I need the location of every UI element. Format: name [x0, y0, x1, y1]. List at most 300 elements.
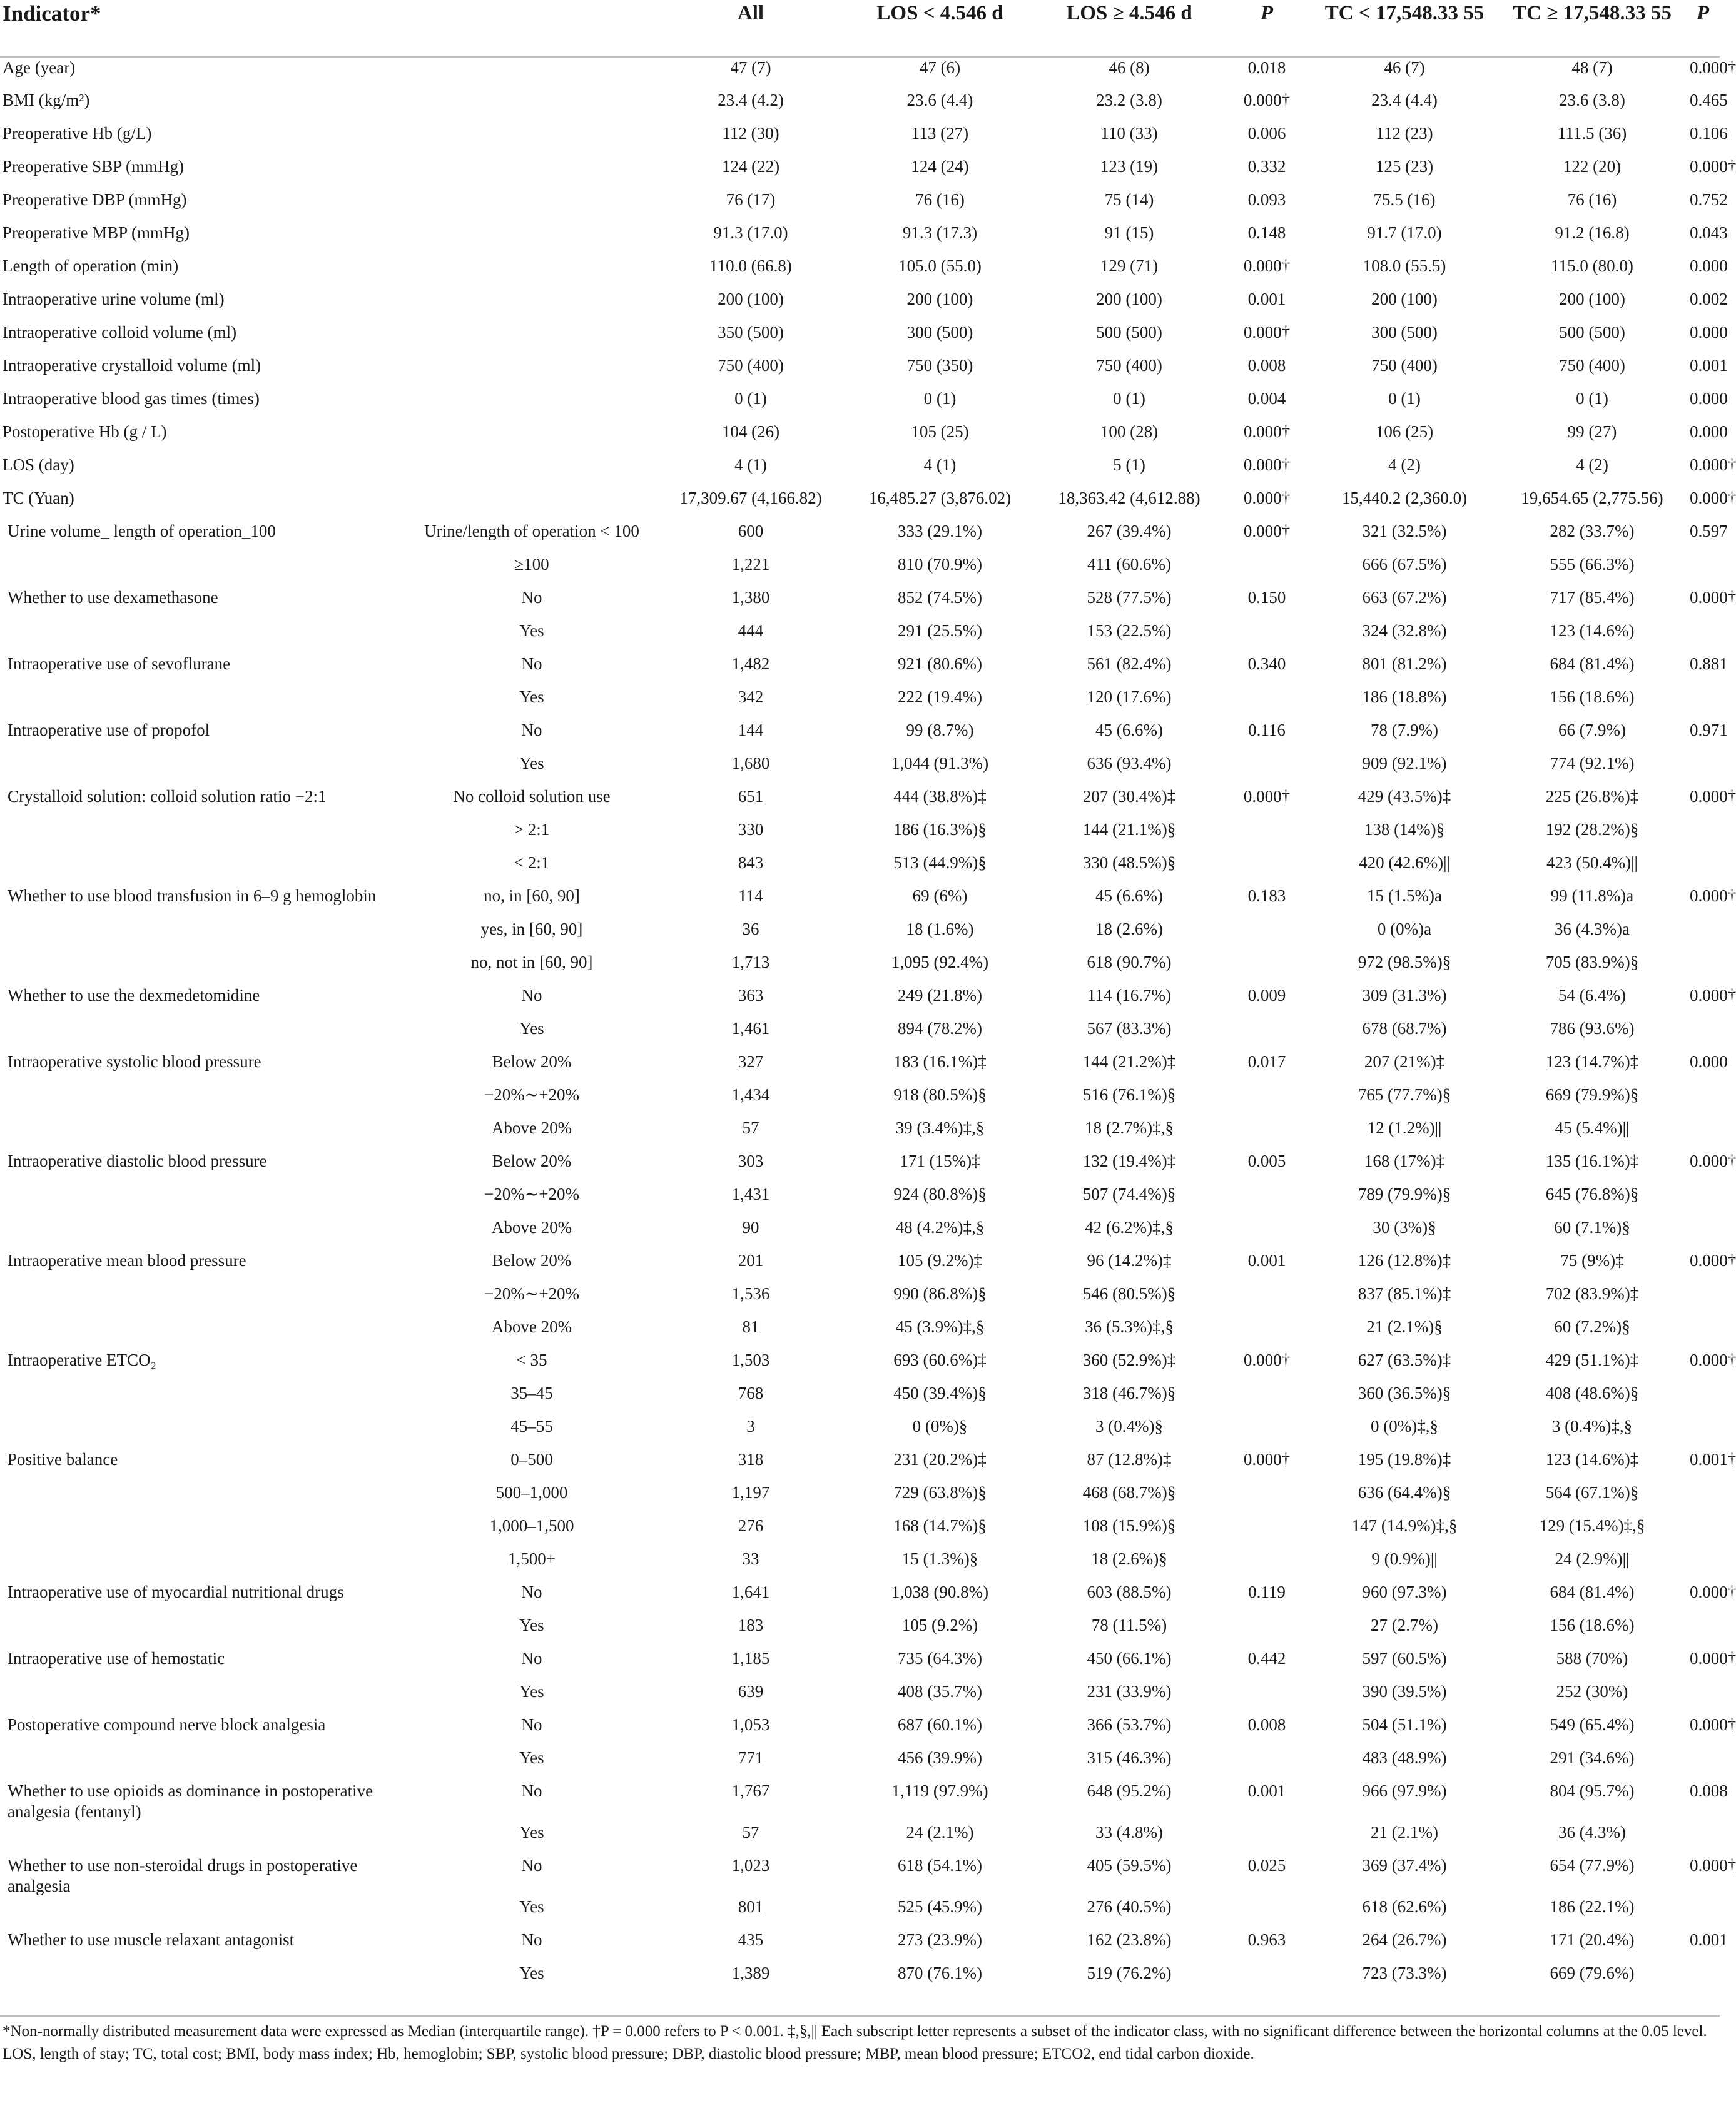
p-tc-cell: 0.000	[1690, 422, 1728, 441]
p-los-cell	[1223, 952, 1311, 985]
p-los-cell	[1223, 1118, 1311, 1151]
tc-lt-cell: 207 (21%)‡	[1364, 1052, 1445, 1071]
tc-lt-cell: 300 (500)	[1371, 323, 1438, 342]
tc-lt-cell: 723 (73.3%)	[1362, 1964, 1447, 1982]
tc-ge-cell: 156 (18.6%)	[1550, 687, 1635, 706]
indicator-cell	[0, 1615, 407, 1648]
los-lt-cell: 47 (6)	[919, 58, 961, 77]
los-lt-cell: 48 (4.2%)‡,§	[895, 1218, 985, 1237]
table-row	[0, 422, 1720, 455]
indicator-cell: Intraoperative ETCO₂	[8, 1350, 157, 1369]
footnote-abbrev-stats: *Non-normally distributed measurement data were expressed as Median (interquartile range). †P = 0.000 refers to P < 0.001. ‡,§,|| Each subscript letter represents a subset of the indicator class, with no significant difference between the horizontal columns at the 0.05 level.	[3, 2023, 1707, 2040]
los-ge-cell: 91 (15)	[1104, 223, 1154, 242]
los-lt-cell: 18 (1.6%)	[906, 920, 974, 938]
p-los-cell: 0.008	[1247, 356, 1286, 375]
level-cell: 1,000–1,500	[489, 1516, 574, 1535]
p-tc-cell: 0.000†	[1690, 58, 1736, 77]
p-los-cell: 0.000†	[1243, 455, 1291, 474]
p-tc-cell	[1686, 1317, 1720, 1350]
level-cell	[407, 322, 657, 355]
tc-ge-cell: 75 (9%)‡	[1560, 1251, 1624, 1270]
level-cell: yes, in [60, 90]	[480, 920, 583, 938]
all-cell: 144	[738, 721, 764, 739]
table-footnotes	[3, 2015, 1710, 2064]
table-row	[0, 190, 1720, 223]
p-tc-cell: 0.000†	[1690, 157, 1736, 176]
all-cell: 1,680	[731, 754, 770, 773]
all-cell: 36	[742, 920, 759, 938]
p-los-cell	[1223, 1482, 1311, 1516]
level-cell: No	[521, 986, 542, 1005]
tc-ge-cell: 423 (50.4%)||	[1546, 853, 1638, 872]
indicator-cell	[0, 1549, 407, 1582]
p-los-cell: 0.004	[1247, 389, 1286, 408]
table-row	[0, 621, 1720, 654]
p-tc-cell: 0.008	[1690, 1781, 1728, 1800]
los-lt-cell: 1,095 (92.4%)	[891, 953, 989, 971]
level-cell: Above 20%	[491, 1317, 572, 1336]
p-los-cell: 0.008	[1247, 1715, 1286, 1734]
los-lt-cell: 693 (60.6%)‡	[893, 1350, 987, 1369]
los-lt-cell: 15 (1.3%)§	[901, 1549, 978, 1568]
indicator-cell: Intraoperative diastolic blood pressure	[8, 1152, 267, 1170]
los-ge-cell: 330 (48.5%)§	[1082, 853, 1176, 872]
table-row	[0, 1217, 1720, 1250]
table-row	[0, 488, 1720, 521]
table-row	[0, 156, 1720, 190]
all-cell: 23.4 (4.2)	[718, 91, 784, 109]
table-row	[0, 1822, 1720, 1855]
p-los-cell: 0.017	[1247, 1052, 1286, 1071]
los-ge-cell: 231 (33.9%)	[1087, 1682, 1172, 1701]
level-cell	[407, 422, 657, 455]
all-cell: 0 (1)	[734, 389, 767, 408]
los-ge-cell: 207 (30.4%)‡	[1082, 787, 1176, 806]
tc-ge-cell: 135 (16.1%)‡	[1545, 1152, 1639, 1170]
p-tc-cell: 0.000	[1690, 323, 1728, 342]
indicator-cell: Whether to use muscle relaxant antagonist	[8, 1930, 295, 1949]
table-row	[0, 1930, 1720, 1963]
indicator-cell: Whether to use non-steroidal drugs in postoperative analgesia	[8, 1856, 358, 1895]
los-ge-cell: 315 (46.3%)	[1087, 1748, 1172, 1767]
all-cell: 444	[738, 621, 764, 640]
all-cell: 81	[742, 1317, 759, 1336]
los-lt-cell: 300 (500)	[906, 323, 973, 342]
p-los-cell: 0.000†	[1243, 422, 1291, 441]
tc-ge-cell: 705 (83.9%)§	[1545, 953, 1639, 971]
all-cell: 110.0 (66.8)	[709, 256, 792, 275]
p-tc-cell	[1686, 952, 1720, 985]
level-cell: Yes	[519, 621, 544, 640]
indicator-cell	[0, 687, 407, 720]
p-tc-cell	[1686, 1681, 1720, 1715]
tc-ge-cell: 282 (33.7%)	[1550, 522, 1635, 540]
level-cell: Yes	[519, 1964, 544, 1982]
tc-ge-cell: 76 (16)	[1567, 190, 1617, 209]
table-row	[0, 687, 1720, 720]
tc-lt-cell: 909 (92.1%)	[1362, 754, 1447, 773]
tc-lt-cell: 264 (26.7%)	[1362, 1930, 1447, 1949]
table-row	[0, 720, 1720, 753]
p-tc-cell: 0.000†	[1690, 1649, 1736, 1668]
tc-ge-cell: 123 (14.6%)‡	[1545, 1450, 1639, 1469]
los-lt-cell: 852 (74.5%)	[898, 588, 982, 607]
p-los-cell: 0.001	[1247, 1781, 1286, 1800]
los-lt-cell: 291 (25.5%)	[898, 621, 982, 640]
p-tc-cell	[1686, 1085, 1720, 1118]
level-cell	[407, 57, 657, 90]
table-row	[0, 57, 1720, 90]
p-los-cell: 0.009	[1247, 986, 1286, 1005]
los-lt-cell: 105 (9.2%)	[901, 1616, 978, 1634]
indicator-cell: Postoperative Hb (g / L)	[3, 422, 167, 441]
tc-ge-cell: 429 (51.1%)‡	[1545, 1350, 1639, 1369]
indicator-cell: Intraoperative use of propofol	[8, 721, 210, 739]
p-los-cell	[1223, 1416, 1311, 1449]
p-los-cell: 0.000†	[1243, 256, 1291, 275]
all-cell: 57	[742, 1823, 759, 1842]
table-row	[0, 123, 1720, 156]
level-cell: Yes	[519, 1823, 544, 1842]
level-cell: Yes	[519, 1019, 544, 1038]
all-cell: 33	[742, 1549, 759, 1568]
all-cell: 1,185	[731, 1649, 770, 1668]
p-tc-cell: 0.000†	[1690, 1152, 1736, 1170]
los-ge-cell: 110 (33)	[1100, 124, 1158, 143]
indicator-cell: TC (Yuan)	[3, 489, 74, 507]
p-los-cell: 0.183	[1247, 886, 1286, 905]
level-cell: −20%∼+20%	[484, 1085, 580, 1104]
all-cell: 1,461	[731, 1019, 770, 1038]
table-row	[0, 1748, 1720, 1781]
los-ge-cell: 648 (95.2%)	[1087, 1781, 1172, 1800]
table-row	[0, 455, 1720, 488]
tc-ge-cell: 500 (500)	[1559, 323, 1625, 342]
tc-ge-cell: 645 (76.8%)§	[1545, 1185, 1639, 1204]
los-ge-cell: 450 (66.1%)	[1087, 1649, 1172, 1668]
table-row	[0, 587, 1720, 621]
tc-lt-cell: 0 (0%)‡,§	[1371, 1417, 1438, 1436]
level-cell	[407, 388, 657, 422]
los-lt-cell: 408 (35.7%)	[898, 1682, 982, 1701]
all-cell: 1,767	[731, 1781, 770, 1800]
indicator-cell	[0, 952, 407, 985]
tc-lt-cell: 138 (14%)§	[1364, 820, 1445, 839]
indicator-cell: Whether to use dexamethasone	[8, 588, 218, 607]
los-lt-cell: 16,485.27 (3,876.02)	[868, 489, 1012, 507]
indicator-cell: Intraoperative colloid volume (ml)	[3, 323, 237, 342]
los-lt-cell: 249 (21.8%)	[898, 986, 982, 1005]
los-lt-cell: 450 (39.4%)§	[893, 1384, 987, 1402]
tc-ge-cell: 669 (79.6%)	[1550, 1964, 1635, 1982]
tc-ge-cell: 111.5 (36)	[1557, 124, 1627, 143]
p-los-cell	[1223, 753, 1311, 786]
tc-ge-cell: 36 (4.3%)	[1558, 1823, 1626, 1842]
p-tc-cell: 0.000†	[1690, 886, 1736, 905]
indicator-cell: Whether to use blood transfusion in 6–9 g hemoglobin	[8, 886, 377, 905]
table-row	[0, 521, 1720, 554]
table-row	[0, 1018, 1720, 1052]
tc-lt-cell: 27 (2.7%)	[1371, 1616, 1438, 1634]
all-cell: 1,053	[731, 1715, 770, 1734]
table-row	[0, 1350, 1720, 1383]
tc-ge-cell: 54 (6.4%)	[1558, 986, 1626, 1005]
tc-lt-cell: 23.4 (4.4)	[1371, 91, 1438, 109]
level-cell: no, not in [60, 90]	[470, 953, 593, 971]
all-cell: 363	[738, 986, 764, 1005]
los-ge-cell: 23.2 (3.8)	[1096, 91, 1162, 109]
los-lt-cell: 39 (3.4%)‡,§	[895, 1118, 985, 1137]
level-cell: Yes	[519, 1897, 544, 1916]
p-tc-cell: 0.000†	[1690, 588, 1736, 607]
indicator-cell	[0, 1681, 407, 1715]
p-tc-cell: 0.597	[1690, 522, 1728, 540]
p-los-cell	[1223, 1317, 1311, 1350]
los-ge-cell: 468 (68.7%)§	[1082, 1483, 1176, 1502]
p-tc-cell	[1686, 1018, 1720, 1052]
los-ge-cell: 528 (77.5%)	[1087, 588, 1172, 607]
los-ge-cell: 75 (14)	[1104, 190, 1154, 209]
p-tc-cell: 0.000	[1690, 256, 1728, 275]
tc-lt-cell: 597 (60.5%)	[1362, 1649, 1447, 1668]
p-tc-cell	[1686, 1217, 1720, 1250]
level-cell	[407, 289, 657, 322]
p-tc-cell	[1686, 554, 1720, 587]
all-cell: 639	[738, 1682, 764, 1701]
indicator-cell	[0, 1516, 407, 1549]
los-ge-cell: 114 (16.7%)	[1087, 986, 1171, 1005]
los-lt-cell: 513 (44.9%)§	[893, 853, 987, 872]
p-los-cell: 0.119	[1248, 1583, 1286, 1601]
tc-lt-cell: 369 (37.4%)	[1362, 1856, 1447, 1875]
los-ge-cell: 78 (11.5%)	[1091, 1616, 1167, 1634]
tc-ge-cell: 555 (66.3%)	[1550, 555, 1635, 574]
table-row	[0, 1963, 1720, 1996]
indicator-cell: Preoperative MBP (mmHg)	[3, 223, 190, 242]
tc-ge-cell: 60 (7.1%)§	[1554, 1218, 1630, 1237]
p-tc-cell	[1686, 853, 1720, 886]
table-row	[0, 1151, 1720, 1184]
tc-ge-cell: 774 (92.1%)	[1550, 754, 1635, 773]
tc-lt-cell: 21 (2.1%)§	[1366, 1317, 1443, 1336]
tc-ge-cell: 564 (67.1%)§	[1545, 1483, 1639, 1502]
all-cell: 76 (17)	[726, 190, 776, 209]
header-all: All	[657, 0, 845, 57]
all-cell: 327	[738, 1052, 764, 1071]
table-row	[0, 952, 1720, 985]
all-cell: 1,023	[731, 1856, 770, 1875]
level-cell: No	[521, 1930, 542, 1949]
p-tc-cell: 0.000†	[1690, 455, 1736, 474]
table-row	[0, 985, 1720, 1018]
all-cell: 1,197	[731, 1483, 770, 1502]
all-cell: 276	[738, 1516, 764, 1535]
los-ge-cell: 366 (53.7%)	[1087, 1715, 1172, 1734]
tc-lt-cell: 21 (2.1%)	[1371, 1823, 1438, 1842]
los-lt-cell: 69 (6%)	[912, 886, 968, 905]
los-lt-cell: 924 (80.8%)§	[893, 1185, 987, 1204]
tc-ge-cell: 717 (85.4%)	[1550, 588, 1635, 607]
p-los-cell: 0.018	[1247, 58, 1286, 77]
los-ge-cell: 405 (59.5%)	[1087, 1856, 1172, 1875]
all-cell: 183	[738, 1616, 764, 1634]
los-ge-cell: 750 (400)	[1096, 356, 1162, 375]
all-cell: 750 (400)	[718, 356, 784, 375]
los-ge-cell: 100 (28)	[1100, 422, 1159, 441]
level-cell: Yes	[519, 1682, 544, 1701]
los-ge-cell: 618 (90.7%)	[1087, 953, 1172, 971]
los-lt-cell: 990 (86.8%)§	[893, 1284, 987, 1303]
los-lt-cell: 921 (80.6%)	[898, 654, 982, 673]
level-cell: 500–1,000	[495, 1483, 568, 1502]
level-cell: 45–55	[510, 1417, 553, 1436]
los-ge-cell: 411 (60.6%)	[1087, 555, 1171, 574]
los-lt-cell: 105 (9.2%)‡	[898, 1251, 982, 1270]
all-cell: 651	[738, 787, 764, 806]
p-los-cell: 0.000†	[1243, 787, 1291, 806]
tc-ge-cell: 45 (5.4%)||	[1555, 1118, 1630, 1137]
tc-ge-cell: 123 (14.7%)‡	[1545, 1052, 1639, 1071]
tc-ge-cell: 186 (22.1%)	[1550, 1897, 1635, 1916]
tc-lt-cell: 0 (1)	[1388, 389, 1421, 408]
level-cell: Yes	[519, 754, 544, 773]
p-tc-cell	[1686, 1118, 1720, 1151]
indicator-cell	[0, 1018, 407, 1052]
los-ge-cell: 123 (19)	[1100, 157, 1159, 176]
all-cell: 801	[738, 1897, 764, 1916]
table-row	[0, 1648, 1720, 1681]
table-body	[0, 57, 1736, 1996]
los-ge-cell: 507 (74.4%)§	[1082, 1185, 1176, 1204]
los-ge-cell: 36 (5.3%)‡,§	[1085, 1317, 1174, 1336]
p-los-cell	[1223, 554, 1311, 587]
tc-lt-cell: 504 (51.1%)	[1362, 1715, 1447, 1734]
los-lt-cell: 1,119 (97.9%)	[891, 1781, 988, 1800]
p-tc-cell	[1686, 1748, 1720, 1781]
table-row	[0, 322, 1720, 355]
indicator-cell	[0, 1284, 407, 1317]
table-row	[0, 1052, 1720, 1085]
tc-ge-cell: 36 (4.3%)a	[1555, 920, 1630, 938]
table-row	[0, 1416, 1720, 1449]
table-row	[0, 1897, 1720, 1930]
los-lt-cell: 0 (1)	[923, 389, 957, 408]
los-lt-cell: 200 (100)	[906, 290, 973, 308]
tc-ge-cell: 291 (34.6%)	[1550, 1748, 1635, 1767]
indicator-cell	[0, 1963, 407, 1996]
tc-lt-cell: 108.0 (55.5)	[1363, 256, 1446, 275]
level-cell	[407, 123, 657, 156]
p-los-cell	[1223, 853, 1311, 886]
indicator-cell	[0, 819, 407, 853]
indicator-cell	[0, 1118, 407, 1151]
table-row	[0, 1284, 1720, 1317]
indicator-cell	[0, 1482, 407, 1516]
p-tc-cell	[1686, 1963, 1720, 1996]
level-cell: No	[521, 1649, 542, 1668]
p-los-cell	[1223, 819, 1311, 853]
p-tc-cell	[1686, 1516, 1720, 1549]
los-lt-cell: 750 (350)	[906, 356, 973, 375]
indicator-cell: Whether to use opioids as dominance in postoperative analgesia (fentanyl)	[8, 1781, 373, 1821]
indicator-cell: BMI (kg/m²)	[3, 91, 90, 109]
table-row	[0, 1118, 1720, 1151]
p-tc-cell: 0.001†	[1690, 1450, 1736, 1469]
p-tc-cell	[1686, 1549, 1720, 1582]
p-los-cell: 0.442	[1247, 1649, 1286, 1668]
indicator-cell: Whether to use the dexmedetomidine	[8, 986, 260, 1005]
p-los-cell	[1223, 1549, 1311, 1582]
table-row	[0, 1184, 1720, 1217]
tc-lt-cell: 960 (97.3%)	[1362, 1583, 1447, 1601]
tc-ge-cell: 669 (79.9%)§	[1545, 1085, 1639, 1104]
indicator-cell: Preoperative DBP (mmHg)	[3, 190, 187, 209]
all-cell: 91.3 (17.0)	[713, 223, 788, 242]
tc-lt-cell: 972 (98.5%)§	[1358, 953, 1451, 971]
indicator-cell: Intraoperative mean blood pressure	[8, 1251, 246, 1270]
p-tc-cell	[1686, 819, 1720, 853]
p-tc-cell	[1686, 1284, 1720, 1317]
table-header	[0, 0, 1720, 57]
p-tc-cell	[1686, 1897, 1720, 1930]
los-lt-cell: 1,044 (91.3%)	[891, 754, 989, 773]
los-ge-cell: 18 (2.6%)	[1095, 920, 1163, 938]
all-cell: 1,389	[731, 1964, 770, 1982]
tc-ge-cell: 684 (81.4%)	[1550, 1583, 1635, 1601]
tc-lt-cell: 420 (42.6%)||	[1359, 853, 1450, 872]
all-cell: 201	[738, 1251, 764, 1270]
all-cell: 771	[738, 1748, 764, 1767]
header-row	[0, 0, 1720, 57]
header-tc-lt: TC < 17,548.33 55	[1311, 0, 1498, 57]
table-row	[0, 1681, 1720, 1715]
p-los-cell: 0.116	[1248, 721, 1286, 739]
los-ge-cell: 636 (93.4%)	[1087, 754, 1172, 773]
tc-lt-cell: 125 (23)	[1375, 157, 1434, 176]
table-row	[0, 1383, 1720, 1416]
table-row	[0, 1482, 1720, 1516]
tc-lt-cell: 801 (81.2%)	[1362, 654, 1447, 673]
los-ge-cell: 96 (14.2%)‡	[1087, 1251, 1172, 1270]
tc-lt-cell: 78 (7.9%)	[1371, 721, 1438, 739]
all-cell: 342	[738, 687, 764, 706]
tc-ge-cell: 122 (20)	[1563, 157, 1622, 176]
table-row	[0, 1250, 1720, 1284]
level-cell: > 2:1	[514, 820, 550, 839]
header-los-ge: LOS ≥ 4.546 d	[1035, 0, 1223, 57]
tc-ge-cell: 24 (2.9%)||	[1555, 1549, 1630, 1568]
los-lt-cell: 735 (64.3%)	[898, 1649, 982, 1668]
indicator-cell: Intraoperative use of sevoflurane	[8, 654, 231, 673]
los-lt-cell: 76 (16)	[915, 190, 965, 209]
indicator-cell: Length of operation (min)	[3, 256, 179, 275]
p-tc-cell: 0.000	[1690, 1052, 1728, 1071]
tc-lt-cell: 147 (14.9%)‡,§	[1351, 1516, 1458, 1535]
tc-ge-cell: 549 (65.4%)	[1550, 1715, 1635, 1734]
los-lt-cell: 183 (16.1%)‡	[893, 1052, 987, 1071]
p-tc-cell: 0.106	[1690, 124, 1728, 143]
all-cell: 114	[738, 886, 763, 905]
los-ge-cell: 546 (80.5%)§	[1082, 1284, 1176, 1303]
p-tc-cell: 0.001	[1690, 1930, 1728, 1949]
los-ge-cell: 87 (12.8%)‡	[1087, 1450, 1172, 1469]
p-los-cell	[1223, 1748, 1311, 1781]
tc-ge-cell: 408 (48.6%)§	[1545, 1384, 1639, 1402]
level-cell	[407, 156, 657, 190]
los-ge-cell: 276 (40.5%)	[1087, 1897, 1172, 1916]
p-tc-cell: 0.000	[1690, 389, 1728, 408]
p-los-cell	[1223, 1383, 1311, 1416]
